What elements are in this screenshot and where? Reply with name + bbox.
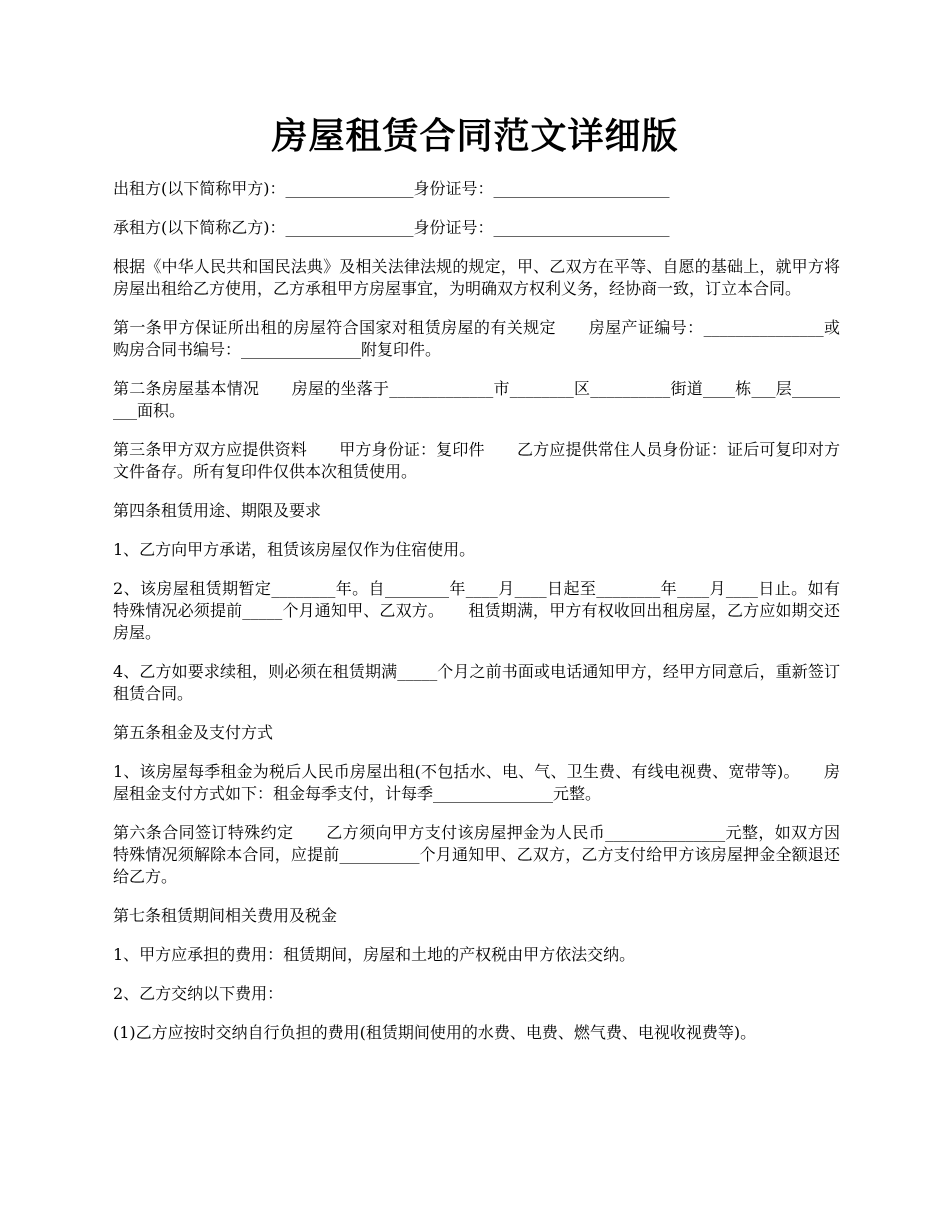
- paragraph-article-6: 第六条合同签订特殊约定 乙方须向甲方支付该房屋押金为人民币_______________元整，如双方因特殊情况须解除本合同，应提前__________个月通知甲、乙双方，乙方支付给甲方该房屋押金全额退还给乙方。: [113, 823, 840, 886]
- paragraph-article-4-item-1: 1、乙方向甲方承诺，租赁该房屋仅作为住宿使用。: [113, 540, 476, 559]
- paragraph-article-1: 第一条甲方保证所出租的房屋符合国家对租赁房屋的有关规定 房屋产证编号：_______________或购房合同书编号：_______________附复印件。: [113, 318, 840, 359]
- paragraph-article-7-item-2: 2、乙方交纳以下费用：: [113, 984, 284, 1003]
- paragraph-article-5-item-1: 1、该房屋每季租金为税后人民币房屋出租(不包括水、电、气、卫生费、有线电视费、宽带等)。 房屋租金支付方式如下：租金每季支付，计每季_______________元整。: [113, 762, 840, 803]
- paragraph-article-4-heading: 第四条租赁用途、期限及要求: [113, 501, 322, 520]
- paragraph-article-7-heading: 第七条租赁期间相关费用及税金: [113, 906, 338, 925]
- paragraph-lessee-info: 承租方(以下简称乙方)：________________身份证号：______________________: [113, 218, 670, 237]
- paragraph-article-3: 第三条甲方双方应提供资料 甲方身份证：复印件 乙方应提供常住人员身份证：证后可复印对方文件备存。所有复印件仅供本次租赁使用。: [113, 440, 840, 481]
- paragraph-lessor-info: 出租方(以下简称甲方)：________________身份证号：______________________: [113, 179, 670, 198]
- paragraph-preamble: 根据《中华人民共和国民法典》及相关法律法规的规定，甲、乙双方在平等、自愿的基础上，就甲方将房屋出租给乙方使用，乙方承租甲方房屋事宜，为明确双方权利义务，经协商一致，订立本合同。: [113, 257, 840, 298]
- paragraph-article-2: 第二条房屋基本情况 房屋的坐落于_____________市________区__________街道____栋___层_________面积。: [113, 379, 840, 420]
- paragraph-article-4-item-4: 4、乙方如要求续租，则必须在租赁期满_____个月之前书面或电话通知甲方，经甲方同意后，重新签订租赁合同。: [113, 662, 840, 703]
- paragraph-article-7-item-2-1: (1)乙方应按时交纳自行负担的费用(租赁期间使用的水费、电费、燃气费、电视收视费等)。: [113, 1023, 757, 1042]
- paragraph-article-7-item-1: 1、甲方应承担的费用：租赁期间，房屋和土地的产权税由甲方依法交纳。: [113, 945, 636, 964]
- paragraph-article-5-heading: 第五条租金及支付方式: [113, 723, 274, 742]
- document-body: [113, 178, 840, 1061]
- document-title: 房屋租赁合同范文详细版: [271, 115, 679, 157]
- paragraph-article-4-item-2: 2、该房屋租赁期暂定________年。自________年____月____日起至________年____月____日止。如有特殊情况必须提前_____个月通知甲、乙双方。 租赁期满，甲方有权收回出租房屋，乙方应如期交还房屋。: [113, 579, 840, 642]
